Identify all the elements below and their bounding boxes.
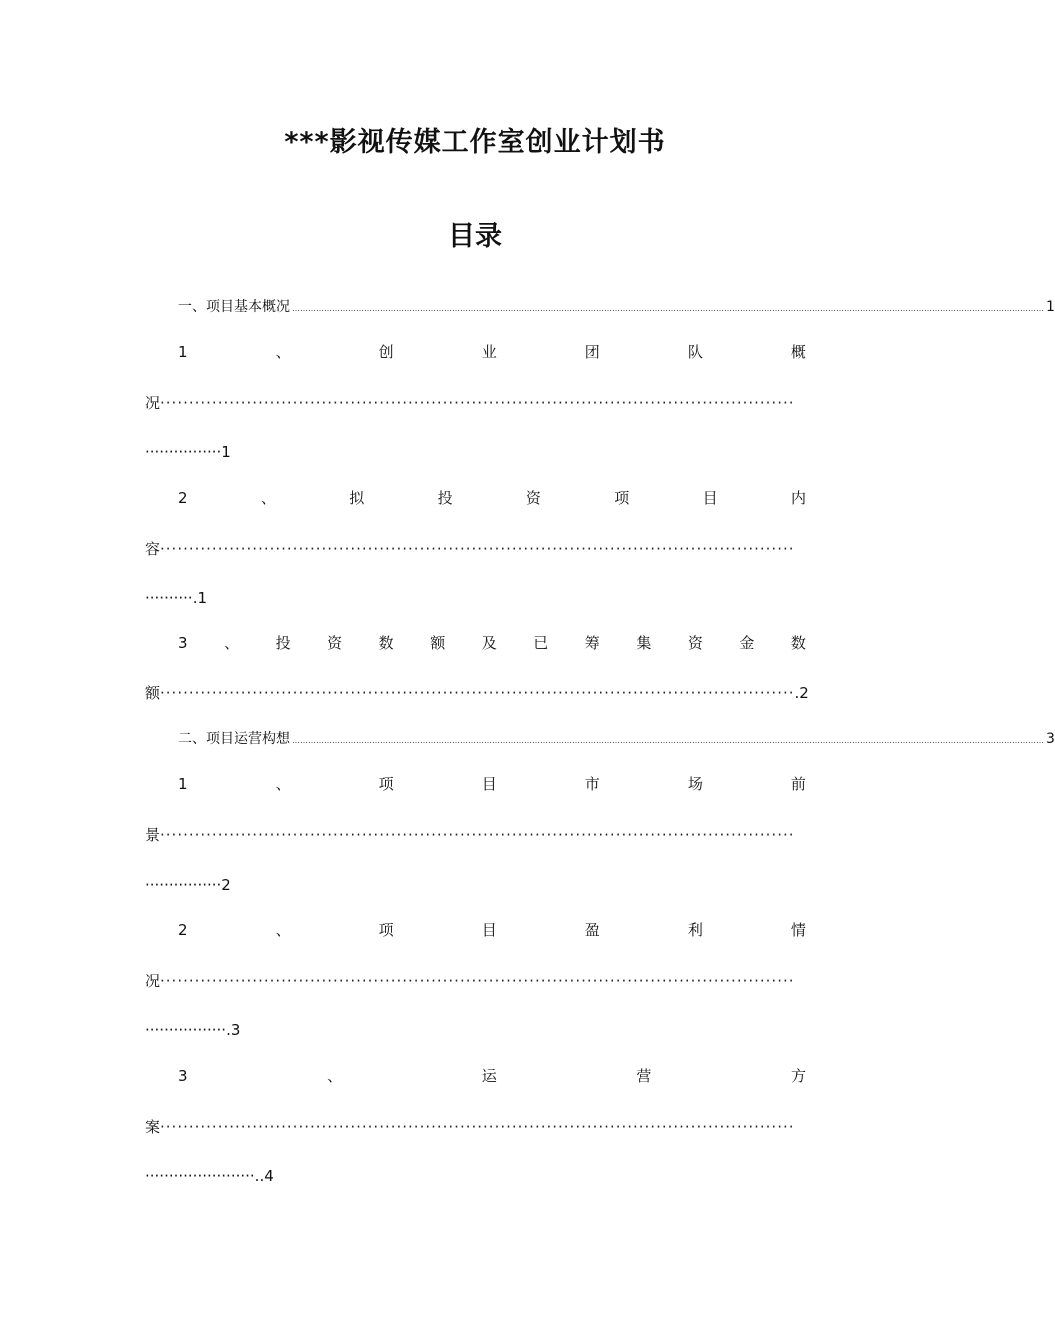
toc-page-number: ..4 (254, 1167, 274, 1185)
toc-char: 、 (275, 921, 291, 939)
toc-item-1-1-wrap (145, 391, 806, 415)
toc-char: 集 (636, 634, 652, 652)
toc-char: 盈 (584, 921, 600, 939)
toc-section-1[interactable] (178, 295, 1055, 319)
toc-char: 2 (178, 921, 188, 939)
toc-char: 3 (178, 1067, 188, 1085)
toc-item-1-3[interactable] (178, 631, 806, 655)
toc-item-2-3[interactable] (178, 1064, 806, 1088)
toc-char: 目 (702, 489, 718, 507)
toc-page-number: 1 (1046, 299, 1055, 315)
toc-char: 资 (687, 634, 703, 652)
toc-item-2-2[interactable] (178, 918, 806, 942)
toc-char: 运 (481, 1067, 497, 1085)
toc-char: 金 (739, 634, 755, 652)
toc-item-1-2-tail (145, 586, 806, 610)
toc-item-2-1[interactable] (178, 772, 806, 796)
toc-page-number: 3 (1046, 731, 1055, 747)
toc-char: 、 (260, 489, 276, 507)
dot-leader: ·············································································································· (160, 540, 795, 558)
toc-item-2-1-tail (145, 873, 806, 897)
toc-section-label: 一、项目基本概况 (178, 299, 290, 315)
toc-char: 1 (178, 775, 188, 793)
toc-char: 项 (614, 489, 630, 507)
toc-char: 业 (481, 343, 497, 361)
toc-wrap-char: 额 (145, 684, 161, 702)
toc-char: 数 (790, 634, 806, 652)
toc-item-2-3-tail (145, 1164, 806, 1188)
toc-item-1-2-wrap (145, 537, 806, 561)
toc-item-2-2-tail (145, 1018, 806, 1042)
toc-item-2-1-wrap (145, 823, 806, 847)
toc-char: 目 (481, 775, 497, 793)
dot-leader: ·········· (145, 589, 193, 607)
toc-char: 投 (437, 489, 453, 507)
dot-leader: ·············································································································· (160, 1118, 795, 1136)
dot-leader: ………………………………………………………………………………………………………………………………………………………………………………………………………………………………………………………… (292, 304, 1044, 313)
toc-char: 投 (275, 634, 291, 652)
toc-char: 已 (533, 634, 549, 652)
toc-item-1-3-wrap (145, 681, 809, 705)
toc-char: 利 (687, 921, 703, 939)
toc-wrap-char: 况 (145, 972, 161, 990)
toc-char: 场 (687, 775, 703, 793)
dot-leader: ······················· (145, 1167, 255, 1185)
dot-leader: ·············································································································· (160, 826, 795, 844)
toc-char: 1 (178, 343, 188, 361)
toc-item-1-1[interactable] (178, 340, 806, 364)
toc-wrap-char: 容 (145, 540, 161, 558)
toc-char: 及 (481, 634, 497, 652)
toc-char: 市 (584, 775, 600, 793)
toc-section-label: 二、项目运营构想 (178, 731, 290, 747)
toc-char: 、 (275, 343, 291, 361)
toc-char: 、 (275, 775, 291, 793)
toc-char: 2 (178, 489, 188, 507)
toc-char: 项 (378, 921, 394, 939)
toc-char: 团 (584, 343, 600, 361)
toc-page-number: .3 (226, 1021, 241, 1039)
dot-leader: ………………………………………………………………………………………………………………………………………………………………………………………………………………………………………………………… (292, 736, 1044, 745)
dot-leader: ················ (145, 876, 222, 894)
toc-char: 、 (224, 634, 240, 652)
toc-char: 项 (378, 775, 394, 793)
dot-leader: ················· (145, 1021, 227, 1039)
toc-char: 队 (687, 343, 703, 361)
toc-char: 数 (378, 634, 394, 652)
toc-section-2[interactable] (178, 727, 1055, 751)
toc-char: 创 (378, 343, 394, 361)
toc-char: 方 (790, 1067, 806, 1085)
toc-char: 前 (790, 775, 806, 793)
toc-item-1-2[interactable] (178, 486, 806, 510)
dot-leader: ················ (145, 443, 222, 461)
dot-leader: ·············································································································· (160, 394, 795, 412)
toc-char: 营 (636, 1067, 652, 1085)
toc-char: 额 (430, 634, 446, 652)
toc-char: 拟 (349, 489, 365, 507)
toc-char: 资 (525, 489, 541, 507)
toc-char: 目 (481, 921, 497, 939)
toc-item-2-2-wrap (145, 969, 806, 993)
dot-leader: ·············································································································· (160, 684, 795, 702)
document-title: ***影视传媒工作室创业计划书 (284, 127, 666, 158)
toc-page-number: 1 (221, 443, 231, 461)
toc-wrap-char: 案 (145, 1118, 161, 1136)
toc-page-number: .1 (192, 589, 207, 607)
toc-char: 情 (790, 921, 806, 939)
toc-heading: 目录 (448, 221, 502, 252)
toc-char: 内 (790, 489, 806, 507)
toc-page-number: 2 (221, 876, 231, 894)
toc-page-number: .2 (794, 684, 809, 702)
toc-item-1-1-tail (145, 440, 806, 464)
toc-wrap-char: 景 (145, 826, 161, 844)
toc-char: 资 (327, 634, 343, 652)
dot-leader: ·············································································································· (160, 972, 795, 990)
toc-char: 、 (327, 1067, 343, 1085)
toc-char: 3 (178, 634, 188, 652)
toc-item-2-3-wrap (145, 1115, 806, 1139)
toc-wrap-char: 况 (145, 394, 161, 412)
toc-char: 筹 (584, 634, 600, 652)
toc-char: 概 (790, 343, 806, 361)
